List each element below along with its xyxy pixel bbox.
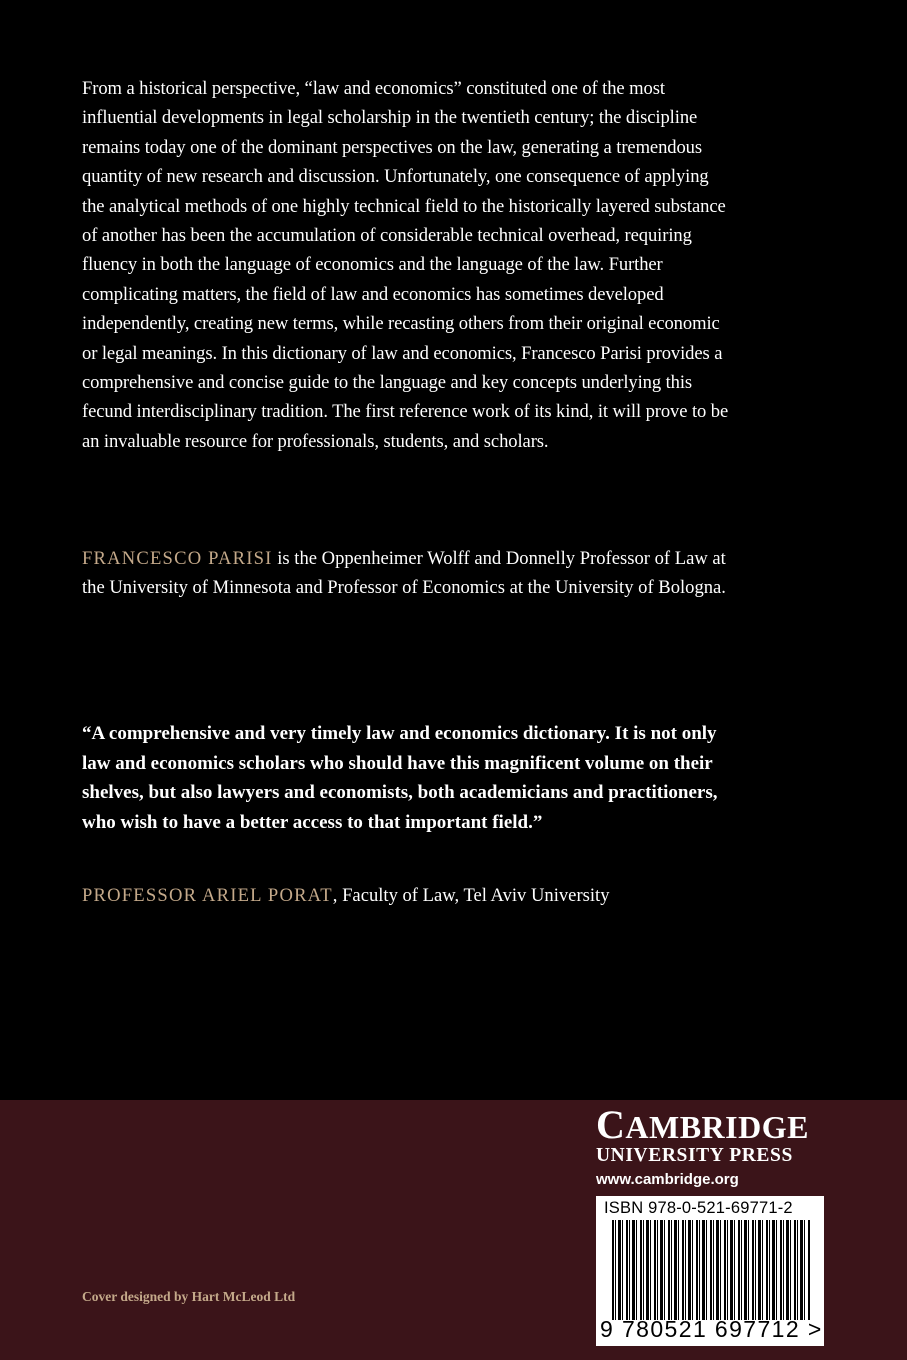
- reviewer-affiliation: , Faculty of Law, Tel Aviv University: [332, 885, 610, 906]
- publisher-name-rest: AMBRIDGE: [625, 1109, 809, 1145]
- barcode-digits: 9 780521 697712 >: [600, 1316, 823, 1342]
- review-quote: “A comprehensive and very timely law and economics dictionary. It is not only law and economics scholars who should have this magnificent volume on their shelves, but also lawyers and economists, both academicians and practitioners, who wish to have a better access to that important field.”: [82, 723, 718, 833]
- isbn-label: ISBN 978-0-521-69771-2: [604, 1199, 793, 1217]
- publisher-url: www.cambridge.org: [596, 1171, 739, 1188]
- publisher-footer: [0, 1100, 907, 1360]
- publisher-logo: [596, 1102, 836, 1188]
- isbn-barcode: [596, 1196, 824, 1346]
- publisher-press: UNIVERSITY PRESS: [596, 1145, 793, 1166]
- publisher-name-initial: C: [596, 1102, 626, 1147]
- publisher-name: [596, 1102, 836, 1147]
- cover-credit: Cover designed by Hart McLeod Ltd: [82, 1289, 296, 1304]
- author-name: FRANCESCO PARISI: [82, 548, 273, 569]
- barcode-bars: [612, 1220, 810, 1320]
- back-cover-blurb: From a historical perspective, “law and economics” constituted one of the most influential developments in legal scholarship in the twentieth century; the discipline remains today one of the dominant perspectives on the law, generating a tremendous quantity of new research and discussion. Unfortunately, one consequence of applying the analytical methods of one highly technical field to the historically layered substance of another has been the accumulation of considerable technical overhead, requiring fluency in both the language of economics and the language of the law. Further complicating matters, the field of law and economics has sometimes developed independently, creating new terms, while recasting others from their original economic or legal meanings. In this dictionary of law and economics, Francesco Parisi provides a comprehensive and concise guide to the language and key concepts underlying this fecund interdisciplinary tradition. The first reference work of its kind, it will prove to be an invaluable resource for professionals, students, and scholars.: [82, 78, 729, 452]
- author-bio-text: is the Oppenheimer Wolff and Donnelly Professor of Law at the University of Minnesota and Professor of Economics at the University of Bologna.: [82, 548, 726, 599]
- review-attribution: [82, 881, 782, 910]
- reviewer-name: PROFESSOR ARIEL PORAT: [82, 885, 333, 906]
- author-bio: [82, 544, 732, 603]
